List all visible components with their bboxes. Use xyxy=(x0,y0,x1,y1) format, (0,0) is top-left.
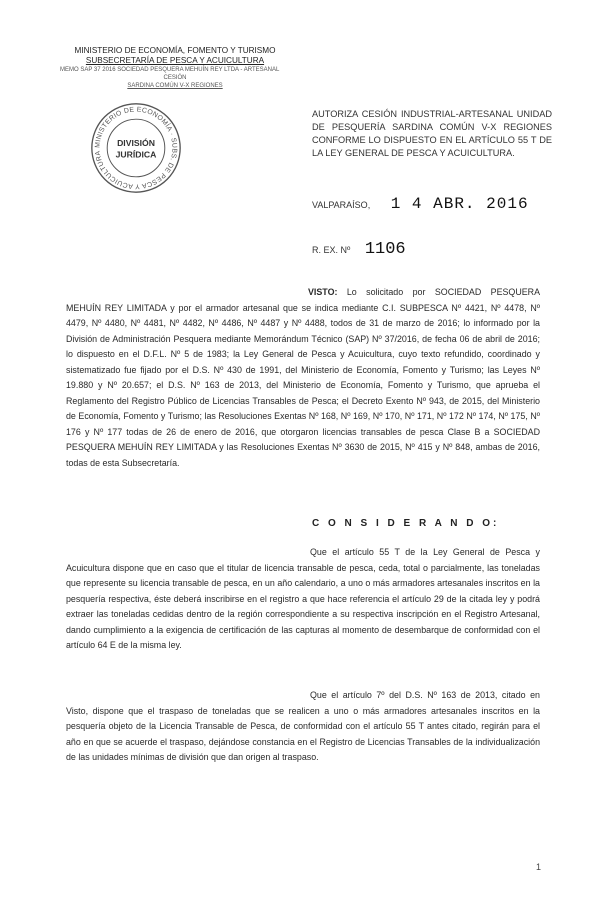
city: VALPARAÍSO, xyxy=(312,200,371,210)
visto-label: VISTO: xyxy=(308,287,338,297)
division-juridica-stamp-icon xyxy=(88,100,184,196)
dateline xyxy=(312,195,529,213)
visto-text: Lo solicitado por SOCIEDAD PESQUERA MEHUÍN REY LIMITADA y por el armador artesanal que se indica mediante C.I. SUBPESCA Nº 4421, Nº 4478, Nº 4479, Nº 4480, Nº 4481, Nº 4482, Nº 4486, Nº 4487 y Nº 4488, todos de 31 de marzo de 2016; lo informado por la División de Administración Pesquera mediante Memorándum Técnico (SAP) Nº 37/2016, de fecha 06 de abril de 2016; lo dispuesto en el D.F.L. Nº 5 de 1983; la Ley General de Pesca y Acuicultura, cuyo texto refundido, coordinado y sistematizado fue fijado por el D.S. Nº 430 de 1991, del Ministerio de Economía, Fomento y Turismo; las Leyes Nº 19.880 y Nº 20.657; el D.S. Nº 163 de 2013, del Ministerio de Economía, Fomento y Turismo, que aprueba el Reglamento del Registro Público de Licencias Transables de Pesca; el Decreto Exento Nº 943, de 2015, del Ministerio de Economía, Fomento y Turismo; las Resoluciones Exentas Nº 168, Nº 169, Nº 170, Nº 171, Nº 172 Nº 174, Nº 175, Nº 176 y Nº 177 todas de 26 de enero de 2016, que otorgaron licencias transables de pesca Clase B a SOCIEDAD PESQUERA MEHUÍN REY LIMITADA y las Resoluciones Exentas Nº 3630 de 2015, Nº 415 y Nº 848, ambas de 2016, todas de esta Subsecretaría. xyxy=(66,287,540,468)
resolution-number-line xyxy=(312,240,406,259)
seal-line-1: DIVISIÓN xyxy=(117,138,155,149)
resolution-subject: AUTORIZA CESIÓN INDUSTRIAL-ARTESANAL UNIDAD DE PESQUERÍA SARDINA COMÚN V-X REGIONES CONFORME LO DISPUESTO EN EL ARTÍCULO 55 T DE LA LEY GENERAL DE PESCA Y ACUICULTURA. xyxy=(312,109,552,158)
visto-paragraph xyxy=(66,285,540,471)
seal-line-2: JURÍDICA xyxy=(115,149,157,160)
subsecretaria-name: SUBSECRETARÍA DE PESCA Y ACUICULTURA xyxy=(85,56,265,65)
considerando-title: C O N S I D E R A N D O: xyxy=(312,518,500,529)
date-stamp: 1 4 ABR. 2016 xyxy=(390,195,529,213)
considerando-paragraph-1: Que el artículo 55 T de la Ley General de Pesca y Acuicultura dispone que en caso que el titular de licencia transable de pesca, ceda, total o parcialmente, las toneladas que represente su licencia transable de pesca, en un año calendario, a uno o más armadores artesanales inscritos en la pesquería respectiva, éste deberá inscribirse en el registro a que hace referencia el artículo 29 de la citada ley y podrá extraer las toneladas cedidas dentro de la región correspondiente a su respectiva inscripción en el Registro Artesanal, dando cumplimiento a la exigencia de certificación de las capturas al momento de desembarque de conformidad con el artículo 64 E de la misma ley. xyxy=(66,547,540,650)
resolution-number: 1106 xyxy=(364,240,406,259)
memo-subtitle: CESIÓN xyxy=(163,75,187,81)
letterhead xyxy=(60,46,290,90)
resolution-label: R. EX. Nº xyxy=(312,245,351,255)
memo-species: SARDINA COMÚN V-X REGIONES xyxy=(127,83,223,89)
seal-ring-text: MINISTERIO DE ECONOMÍA · SUBS. DE PESCA Y ACUICULTURA xyxy=(94,106,178,190)
considerando-paragraph-2: Que el artículo 7º del D.S. Nº 163 de 2013, citado en Visto, dispone que el traspaso de toneladas que se realicen a uno o más armadores artesanales inscritos en la pesquería objeto de la Licencia Transable de Pesca, de conformidad con el artículo 55 T antes citado, regirán para el año en que se acuerde el traspaso, dejándose constancia en el Registro de Licencias Transables de la individualización de las unidades mínimas de división que dan origen al traspaso. xyxy=(66,690,540,762)
ministry-name: MINISTERIO DE ECONOMÍA, FOMENTO Y TURISMO xyxy=(74,46,276,55)
memo-reference: MEMO SAP 37 2016 SOCIEDAD PESQUERA MEHUÍN REY LTDA - ARTESANAL xyxy=(60,67,280,73)
page-number: 1 xyxy=(536,862,542,872)
